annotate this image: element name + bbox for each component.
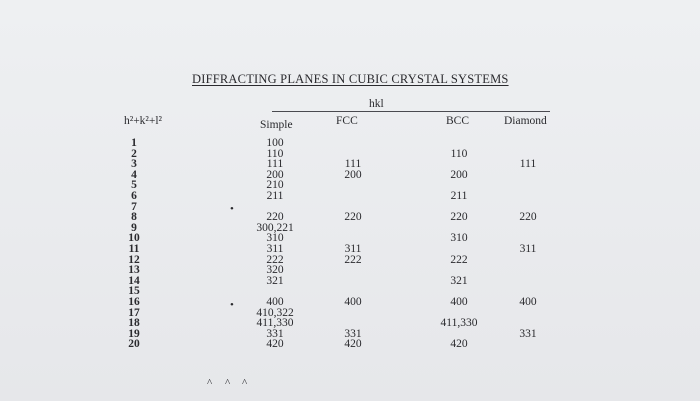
diamond-cell bbox=[510, 308, 546, 319]
sum-cell: 5 bbox=[131, 179, 137, 192]
column-simple bbox=[244, 138, 306, 350]
fcc-cell bbox=[336, 180, 370, 191]
diamond-cell bbox=[510, 339, 546, 350]
sum-cell: 20 bbox=[128, 338, 140, 351]
sum-cell: 7 bbox=[131, 200, 137, 213]
fcc-cell: 220 bbox=[344, 211, 362, 224]
sum-cell: 12 bbox=[128, 253, 140, 266]
caret-mark: ^ bbox=[207, 377, 213, 389]
fcc-cell: 222 bbox=[344, 253, 362, 266]
sum-cell: 17 bbox=[128, 306, 140, 319]
sum-cell: 1 bbox=[131, 137, 137, 149]
diamond-cell bbox=[510, 138, 546, 149]
diamond-cell: 311 bbox=[519, 242, 537, 255]
diamond-cell bbox=[510, 265, 546, 276]
fcc-cell bbox=[336, 191, 370, 202]
bcc-cell: 420 bbox=[450, 338, 468, 351]
simple-cell: 210 bbox=[266, 179, 284, 192]
hkl-group-header: hkl bbox=[369, 98, 384, 110]
fcc-cell bbox=[336, 265, 370, 276]
bcc-cell bbox=[424, 138, 494, 149]
sum-cell: 9 bbox=[131, 221, 137, 234]
bcc-cell: 411,330 bbox=[440, 317, 478, 330]
diamond-cell bbox=[510, 223, 546, 234]
diamond-cell: 331 bbox=[519, 327, 537, 340]
sum-cell: 19 bbox=[128, 327, 140, 340]
sum-cell: 2 bbox=[131, 147, 137, 160]
simple-cell: 211 bbox=[266, 189, 284, 202]
bcc-cell: 200 bbox=[450, 168, 468, 181]
bcc-cell: 211 bbox=[450, 189, 468, 202]
fcc-cell: 200 bbox=[344, 168, 362, 181]
bcc-cell: 310 bbox=[450, 232, 468, 245]
sum-cell: 10 bbox=[128, 232, 140, 245]
simple-cell: 320 bbox=[266, 264, 284, 277]
sum-cell: 8 bbox=[131, 211, 137, 224]
sum-cell: 11 bbox=[128, 242, 140, 255]
diamond-cell: 111 bbox=[519, 158, 537, 171]
diamond-cell: 220 bbox=[519, 211, 537, 224]
simple-cell: 200 bbox=[266, 168, 284, 181]
header-divider bbox=[272, 111, 550, 112]
sum-cell: 6 bbox=[131, 189, 137, 202]
bcc-cell: 220 bbox=[450, 211, 468, 224]
bcc-cell: 222 bbox=[450, 253, 468, 266]
sum-cell: 18 bbox=[128, 317, 140, 330]
simple-cell: 400 bbox=[266, 295, 284, 308]
diamond-cell bbox=[510, 170, 546, 181]
fcc-cell bbox=[336, 138, 370, 149]
column-bcc bbox=[424, 138, 494, 350]
caret-mark: ^ bbox=[225, 377, 231, 389]
sum-cell: 13 bbox=[128, 264, 140, 277]
bcc-cell bbox=[424, 244, 494, 255]
simple-cell: 222 bbox=[266, 253, 284, 266]
header-bcc: BCC bbox=[446, 115, 470, 127]
simple-cell: 411,330 bbox=[256, 317, 294, 330]
fcc-cell bbox=[336, 308, 370, 319]
diamond-cell bbox=[510, 191, 546, 202]
fcc-cell bbox=[336, 223, 370, 234]
bcc-cell: 110 bbox=[450, 147, 468, 160]
header-sum: h²+k²+l² bbox=[124, 115, 163, 127]
sum-cell: 3 bbox=[131, 158, 137, 171]
simple-cell: 220 bbox=[266, 211, 284, 224]
header-simple: Simple bbox=[260, 119, 293, 131]
fcc-cell bbox=[336, 276, 370, 287]
fcc-cell: 331 bbox=[344, 327, 362, 340]
fcc-cell: 311 bbox=[344, 242, 362, 255]
sum-cell: 14 bbox=[128, 274, 140, 287]
column-fcc bbox=[336, 138, 370, 350]
simple-cell: 300,221 bbox=[256, 221, 294, 234]
simple-cell: 100 bbox=[266, 137, 284, 149]
simple-cell: 331 bbox=[266, 327, 284, 340]
simple-cell: 311 bbox=[266, 242, 284, 255]
diamond-cell bbox=[510, 255, 546, 266]
fcc-cell: 400 bbox=[344, 295, 362, 308]
diamond-cell: 400 bbox=[519, 295, 537, 308]
bullet-mark: • bbox=[230, 299, 234, 311]
diamond-cell bbox=[510, 276, 546, 287]
simple-cell: 310 bbox=[266, 232, 284, 245]
simple-cell: 420 bbox=[266, 338, 284, 351]
page-title: DIFFRACTING PLANES IN CUBIC CRYSTAL SYSTEMS bbox=[192, 72, 509, 86]
simple-cell: 110 bbox=[266, 147, 284, 160]
column-diamond bbox=[510, 138, 546, 350]
header-diamond: Diamond bbox=[504, 115, 547, 127]
sum-cell: 16 bbox=[128, 295, 140, 308]
bullet-mark: • bbox=[230, 203, 234, 215]
simple-cell: 111 bbox=[266, 158, 284, 171]
column-sum bbox=[124, 138, 144, 350]
simple-cell: 321 bbox=[266, 274, 284, 287]
sum-cell: 15 bbox=[128, 285, 140, 298]
sum-cell: 4 bbox=[131, 168, 137, 181]
bcc-cell: 400 bbox=[450, 295, 468, 308]
fcc-cell: 111 bbox=[344, 158, 362, 171]
diamond-cell bbox=[510, 180, 546, 191]
header-fcc: FCC bbox=[336, 115, 358, 127]
fcc-cell: 420 bbox=[344, 338, 362, 351]
bcc-cell: 321 bbox=[450, 274, 468, 287]
caret-mark: ^ bbox=[242, 377, 248, 389]
simple-cell: 410,322 bbox=[256, 306, 294, 319]
